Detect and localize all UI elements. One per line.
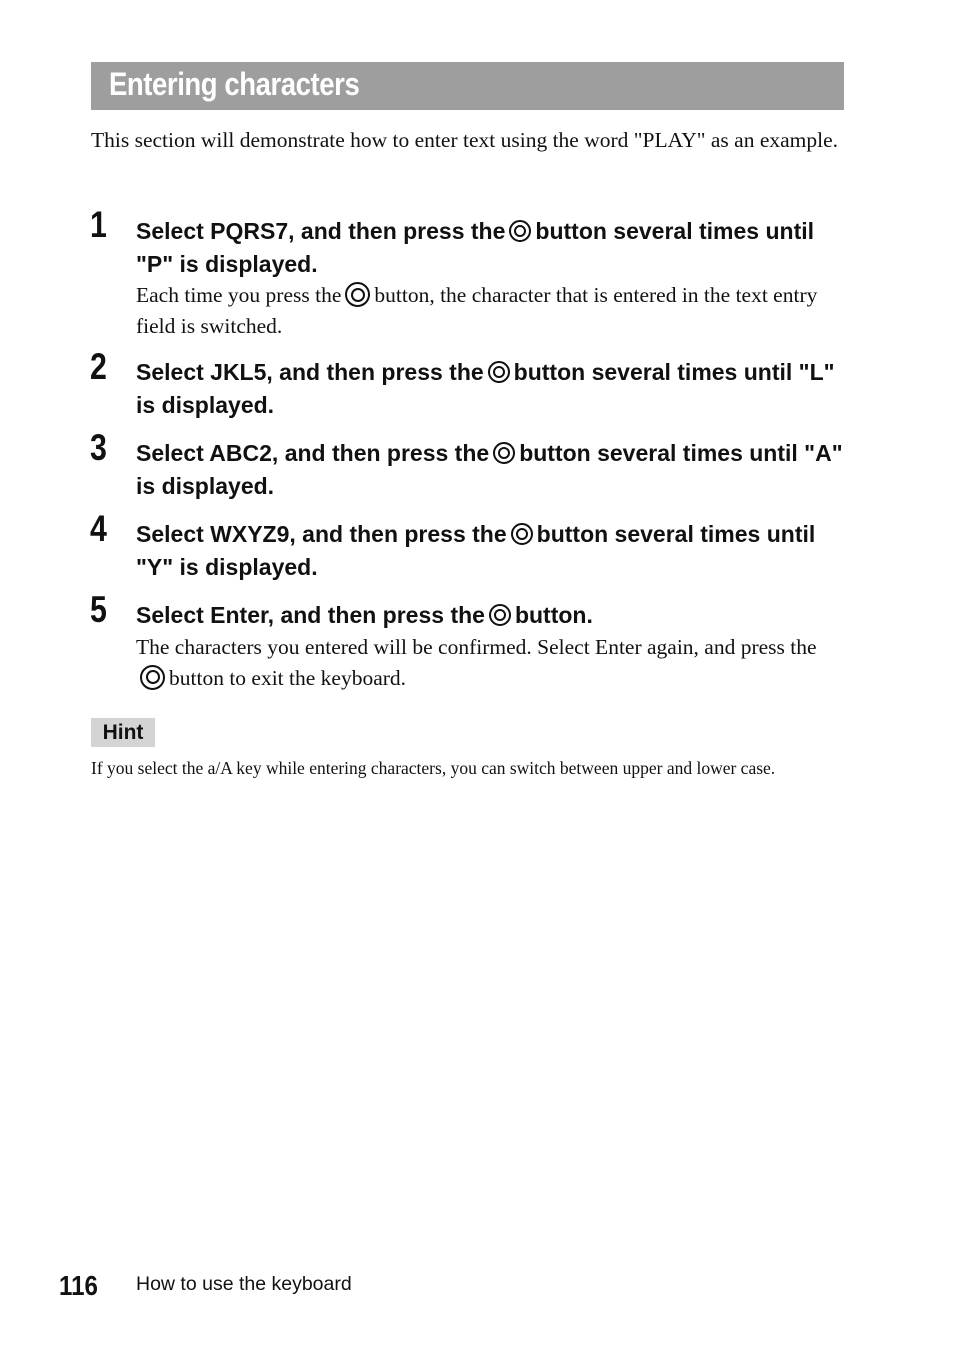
step-4-number: 4: [90, 508, 107, 549]
step-5-body-text: The characters you entered will be confirmed. Select Enter again, and press the: [136, 635, 817, 659]
step-5-body: [136, 632, 846, 693]
intro-paragraph: This section will demonstrate how to enter text using the word "PLAY" as an example.: [91, 128, 839, 152]
step-2-heading-text: Select JKL5, and then press the: [136, 359, 484, 385]
circle-button-icon: [509, 220, 531, 242]
step-1-body-text-end: button, the character that is entered in the text entry field is switched.: [136, 283, 818, 338]
step-1-heading-text: Select PQRS7, and then press the: [136, 218, 506, 244]
circle-button-icon: [488, 361, 510, 383]
step-5-heading: [136, 599, 851, 632]
step-3-heading-text: Select ABC2, and then press the: [136, 440, 490, 466]
step-2-heading-text-end: button several times until "L" is displayed.: [136, 359, 835, 418]
step-4-heading: [136, 518, 851, 583]
step-5-number: 5: [90, 589, 107, 630]
step-3-number: 3: [90, 427, 107, 468]
step-2-number: 2: [90, 346, 107, 387]
circle-button-icon: [493, 442, 515, 464]
circle-button-icon: [345, 282, 370, 307]
step-1-number: 1: [90, 204, 107, 245]
step-1-heading: [136, 215, 851, 280]
step-3-heading-text-end: button several times until "A" is displayed.: [136, 440, 843, 499]
step-4-heading-text-end: button several times until "Y" is displayed.: [136, 521, 816, 580]
hint-label: Hint: [91, 718, 155, 747]
step-1-body: [136, 280, 846, 341]
circle-button-icon: [511, 523, 533, 545]
step-5-heading-text: Select Enter, and then press the: [136, 602, 485, 628]
page-number: 116: [59, 1270, 98, 1301]
hint-text: If you select the a/A key while entering characters, you can switch between upper and lower case.: [91, 758, 776, 778]
step-2-heading: [136, 356, 851, 421]
section-title: Entering characters: [109, 66, 360, 102]
step-5-body-text-end: button to exit the keyboard.: [169, 665, 407, 690]
circle-button-icon: [140, 665, 165, 690]
step-3-heading: [136, 437, 851, 502]
footer-section-title: How to use the keyboard: [136, 1273, 352, 1295]
step-1-heading-text-end: button several times until "P" is displayed.: [136, 218, 815, 277]
step-1-body-text: Each time you press the: [136, 283, 342, 307]
circle-button-icon: [489, 604, 511, 626]
step-4-heading-text: Select WXYZ9, and then press the: [136, 521, 507, 547]
section-title-bar: [91, 62, 844, 110]
step-5-heading-text-end: button.: [514, 602, 593, 628]
